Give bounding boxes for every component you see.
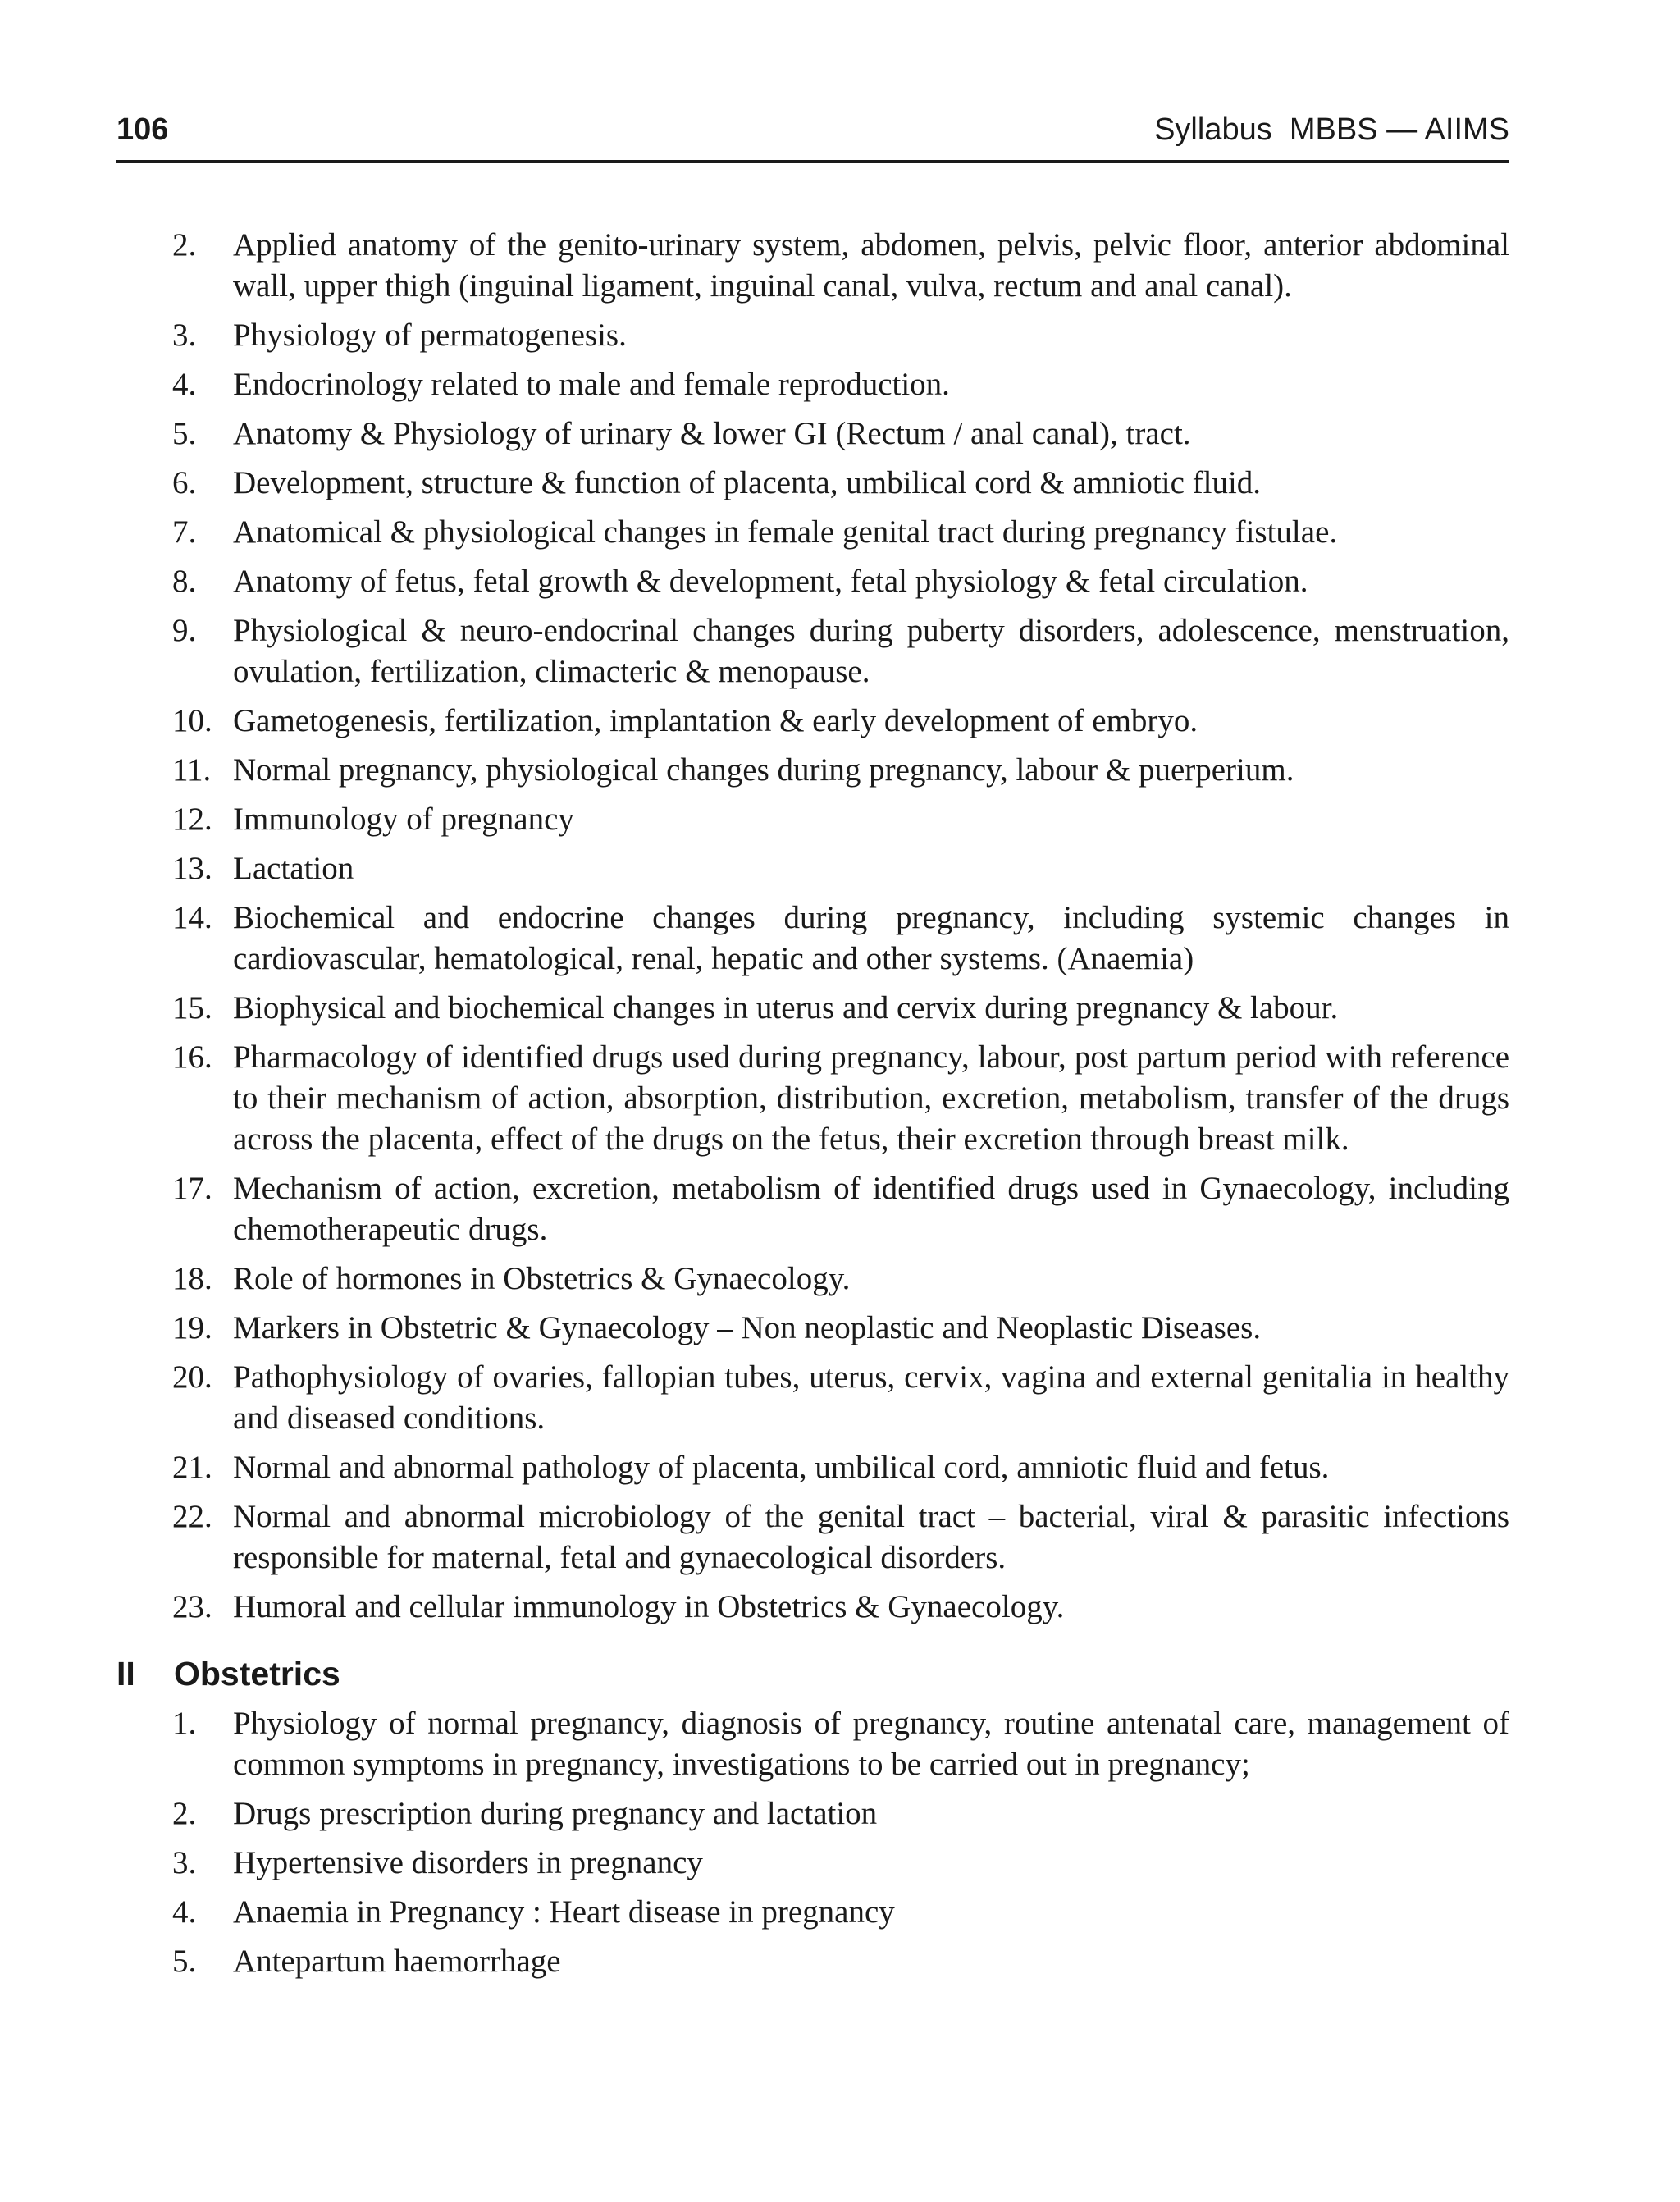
list-item-text: Applied anatomy of the genito-urinary system, abdomen, pelvis, pelvic floor, anterior abdominal wall, upper thigh (inguinal ligament, inguinal canal, vulva, rectum and anal canal). (233, 227, 1509, 304)
list-item-number: 19. (172, 1310, 212, 1345)
list-item (116, 799, 1509, 840)
list-item-number: 2. (172, 1796, 197, 1831)
list-item-number: 16. (172, 1039, 212, 1075)
list-item-number: 4. (172, 367, 197, 402)
list-item-number: 18. (172, 1261, 212, 1296)
list-item (116, 463, 1509, 504)
list-item-text: Mechanism of action, excretion, metabolism of identified drugs used in Gynaecology, including chemotherapeutic drugs. (233, 1171, 1509, 1247)
list-item-number: 15. (172, 990, 212, 1026)
list-item (116, 1892, 1509, 1933)
list-item-text: Gametogenesis, fertilization, implantation & early development of embryo. (233, 703, 1198, 738)
list-item-number: 10. (172, 703, 212, 738)
list-item (116, 1496, 1509, 1578)
list-item-text: Physiological & neuro-endocrinal changes during puberty disorders, adolescence, menstruation, ovulation, fertilization, climacteric & menopause. (233, 613, 1509, 689)
list-item (116, 898, 1509, 980)
list-item-text: Role of hormones in Obstetrics & Gynaecology. (233, 1261, 851, 1296)
list-item-number: 6. (172, 465, 197, 500)
list-item-text: Development, structure & function of placenta, umbilical cord & amniotic fluid. (233, 465, 1262, 500)
list-item (116, 413, 1509, 455)
list-item-text: Anatomy of fetus, fetal growth & development, fetal physiology & fetal circulation. (233, 564, 1308, 599)
list-item (116, 1259, 1509, 1300)
list-item-number: 3. (172, 1845, 197, 1880)
list-item-number: 2. (172, 227, 197, 263)
list-item-text: Biochemical and endocrine changes during pregnancy, including systemic changes in cardiovascular, hematological, renal, hepatic and other systems. (Anaemia) (233, 900, 1509, 976)
list-item (116, 315, 1509, 356)
list-item (116, 1703, 1509, 1785)
list-item-text: Normal pregnancy, physiological changes during pregnancy, labour & puerperium. (233, 752, 1294, 788)
running-title: Syllabus MBBS — AIIMS (1154, 112, 1509, 147)
list-item (116, 701, 1509, 742)
list-item-number: 8. (172, 564, 197, 599)
section-heading (116, 1651, 1509, 1697)
list-item-number: 4. (172, 1894, 197, 1930)
list-item-text: Antepartum haemorrhage (233, 1944, 561, 1979)
list-item-text: Immunology of pregnancy (233, 802, 574, 837)
list-item (116, 1587, 1509, 1628)
section-title: Obstetrics (174, 1655, 340, 1693)
list-item-text: Hypertensive disorders in pregnancy (233, 1845, 703, 1880)
list-item-text: Physiology of normal pregnancy, diagnosis of pregnancy, routine antenatal care, management of common symptoms in pregnancy, investigations to be carried out in pregnancy; (233, 1706, 1509, 1782)
list-item-number: 11. (172, 752, 212, 788)
list-item-number: 22. (172, 1499, 212, 1534)
list-item-text: Lactation (233, 851, 354, 886)
page-header (116, 108, 1509, 151)
list-item (116, 1843, 1509, 1884)
list-item (116, 512, 1509, 553)
list-item (116, 1168, 1509, 1250)
list-item-text: Anatomical & physiological changes in female genital tract during pregnancy fistulae. (233, 514, 1338, 550)
list-item-text: Anatomy & Physiology of urinary & lower GI (Rectum / anal canal), tract. (233, 416, 1191, 451)
list-item-text: Markers in Obstetric & Gynaecology – Non neoplastic and Neoplastic Diseases. (233, 1310, 1262, 1345)
list-item-number: 3. (172, 318, 197, 353)
list-item-number: 7. (172, 514, 197, 550)
list-item-number: 21. (172, 1450, 212, 1485)
obstetrics-topic-list (116, 1703, 1509, 1982)
list-item-number: 9. (172, 613, 197, 648)
list-item (116, 610, 1509, 692)
list-item-number: 20. (172, 1359, 212, 1395)
list-item-text: Pharmacology of identified drugs used during pregnancy, labour, post partum period with reference to their mechanism of action, absorption, distribution, excretion, metabolism, transfer of the drugs across the placenta, effect of the drugs on the fetus, their excretion through breast milk. (233, 1039, 1509, 1157)
list-item (116, 988, 1509, 1029)
page-number: 106 (116, 112, 169, 147)
list-item (116, 225, 1509, 307)
list-item-text: Biophysical and biochemical changes in uterus and cervix during pregnancy & labour. (233, 990, 1339, 1026)
list-item (116, 1308, 1509, 1349)
list-item-number: 13. (172, 851, 212, 886)
list-item-number: 12. (172, 802, 212, 837)
list-item-number: 1. (172, 1706, 197, 1741)
list-item-number: 23. (172, 1589, 212, 1624)
section-number: II (116, 1655, 135, 1693)
list-item-text: Humoral and cellular immunology in Obstetrics & Gynaecology. (233, 1589, 1065, 1624)
header-rule (116, 160, 1509, 163)
list-item (116, 1037, 1509, 1160)
list-item (116, 1941, 1509, 1982)
list-item-text: Endocrinology related to male and female reproduction. (233, 367, 950, 402)
list-item-number: 5. (172, 1944, 197, 1979)
list-item (116, 750, 1509, 791)
topic-list (116, 225, 1509, 1628)
list-item (116, 1357, 1509, 1439)
list-item-number: 14. (172, 900, 212, 935)
list-item (116, 561, 1509, 602)
list-item-text: Normal and abnormal microbiology of the genital tract – bacterial, viral & parasitic infections responsible for maternal, fetal and gynaecological disorders. (233, 1499, 1509, 1575)
list-item (116, 848, 1509, 889)
list-item-text: Drugs prescription during pregnancy and lactation (233, 1796, 878, 1831)
list-item (116, 1793, 1509, 1834)
list-item-text: Anaemia in Pregnancy : Heart disease in pregnancy (233, 1894, 895, 1930)
page-content (116, 225, 1509, 1990)
list-item-text: Physiology of permatogenesis. (233, 318, 627, 353)
list-item-number: 5. (172, 416, 197, 451)
list-item (116, 1447, 1509, 1488)
list-item-text: Normal and abnormal pathology of placenta, umbilical cord, amniotic fluid and fetus. (233, 1450, 1330, 1485)
list-item-number: 17. (172, 1171, 212, 1206)
list-item-text: Pathophysiology of ovaries, fallopian tubes, uterus, cervix, vagina and external genitalia in healthy and diseased conditions. (233, 1359, 1509, 1436)
list-item (116, 364, 1509, 405)
